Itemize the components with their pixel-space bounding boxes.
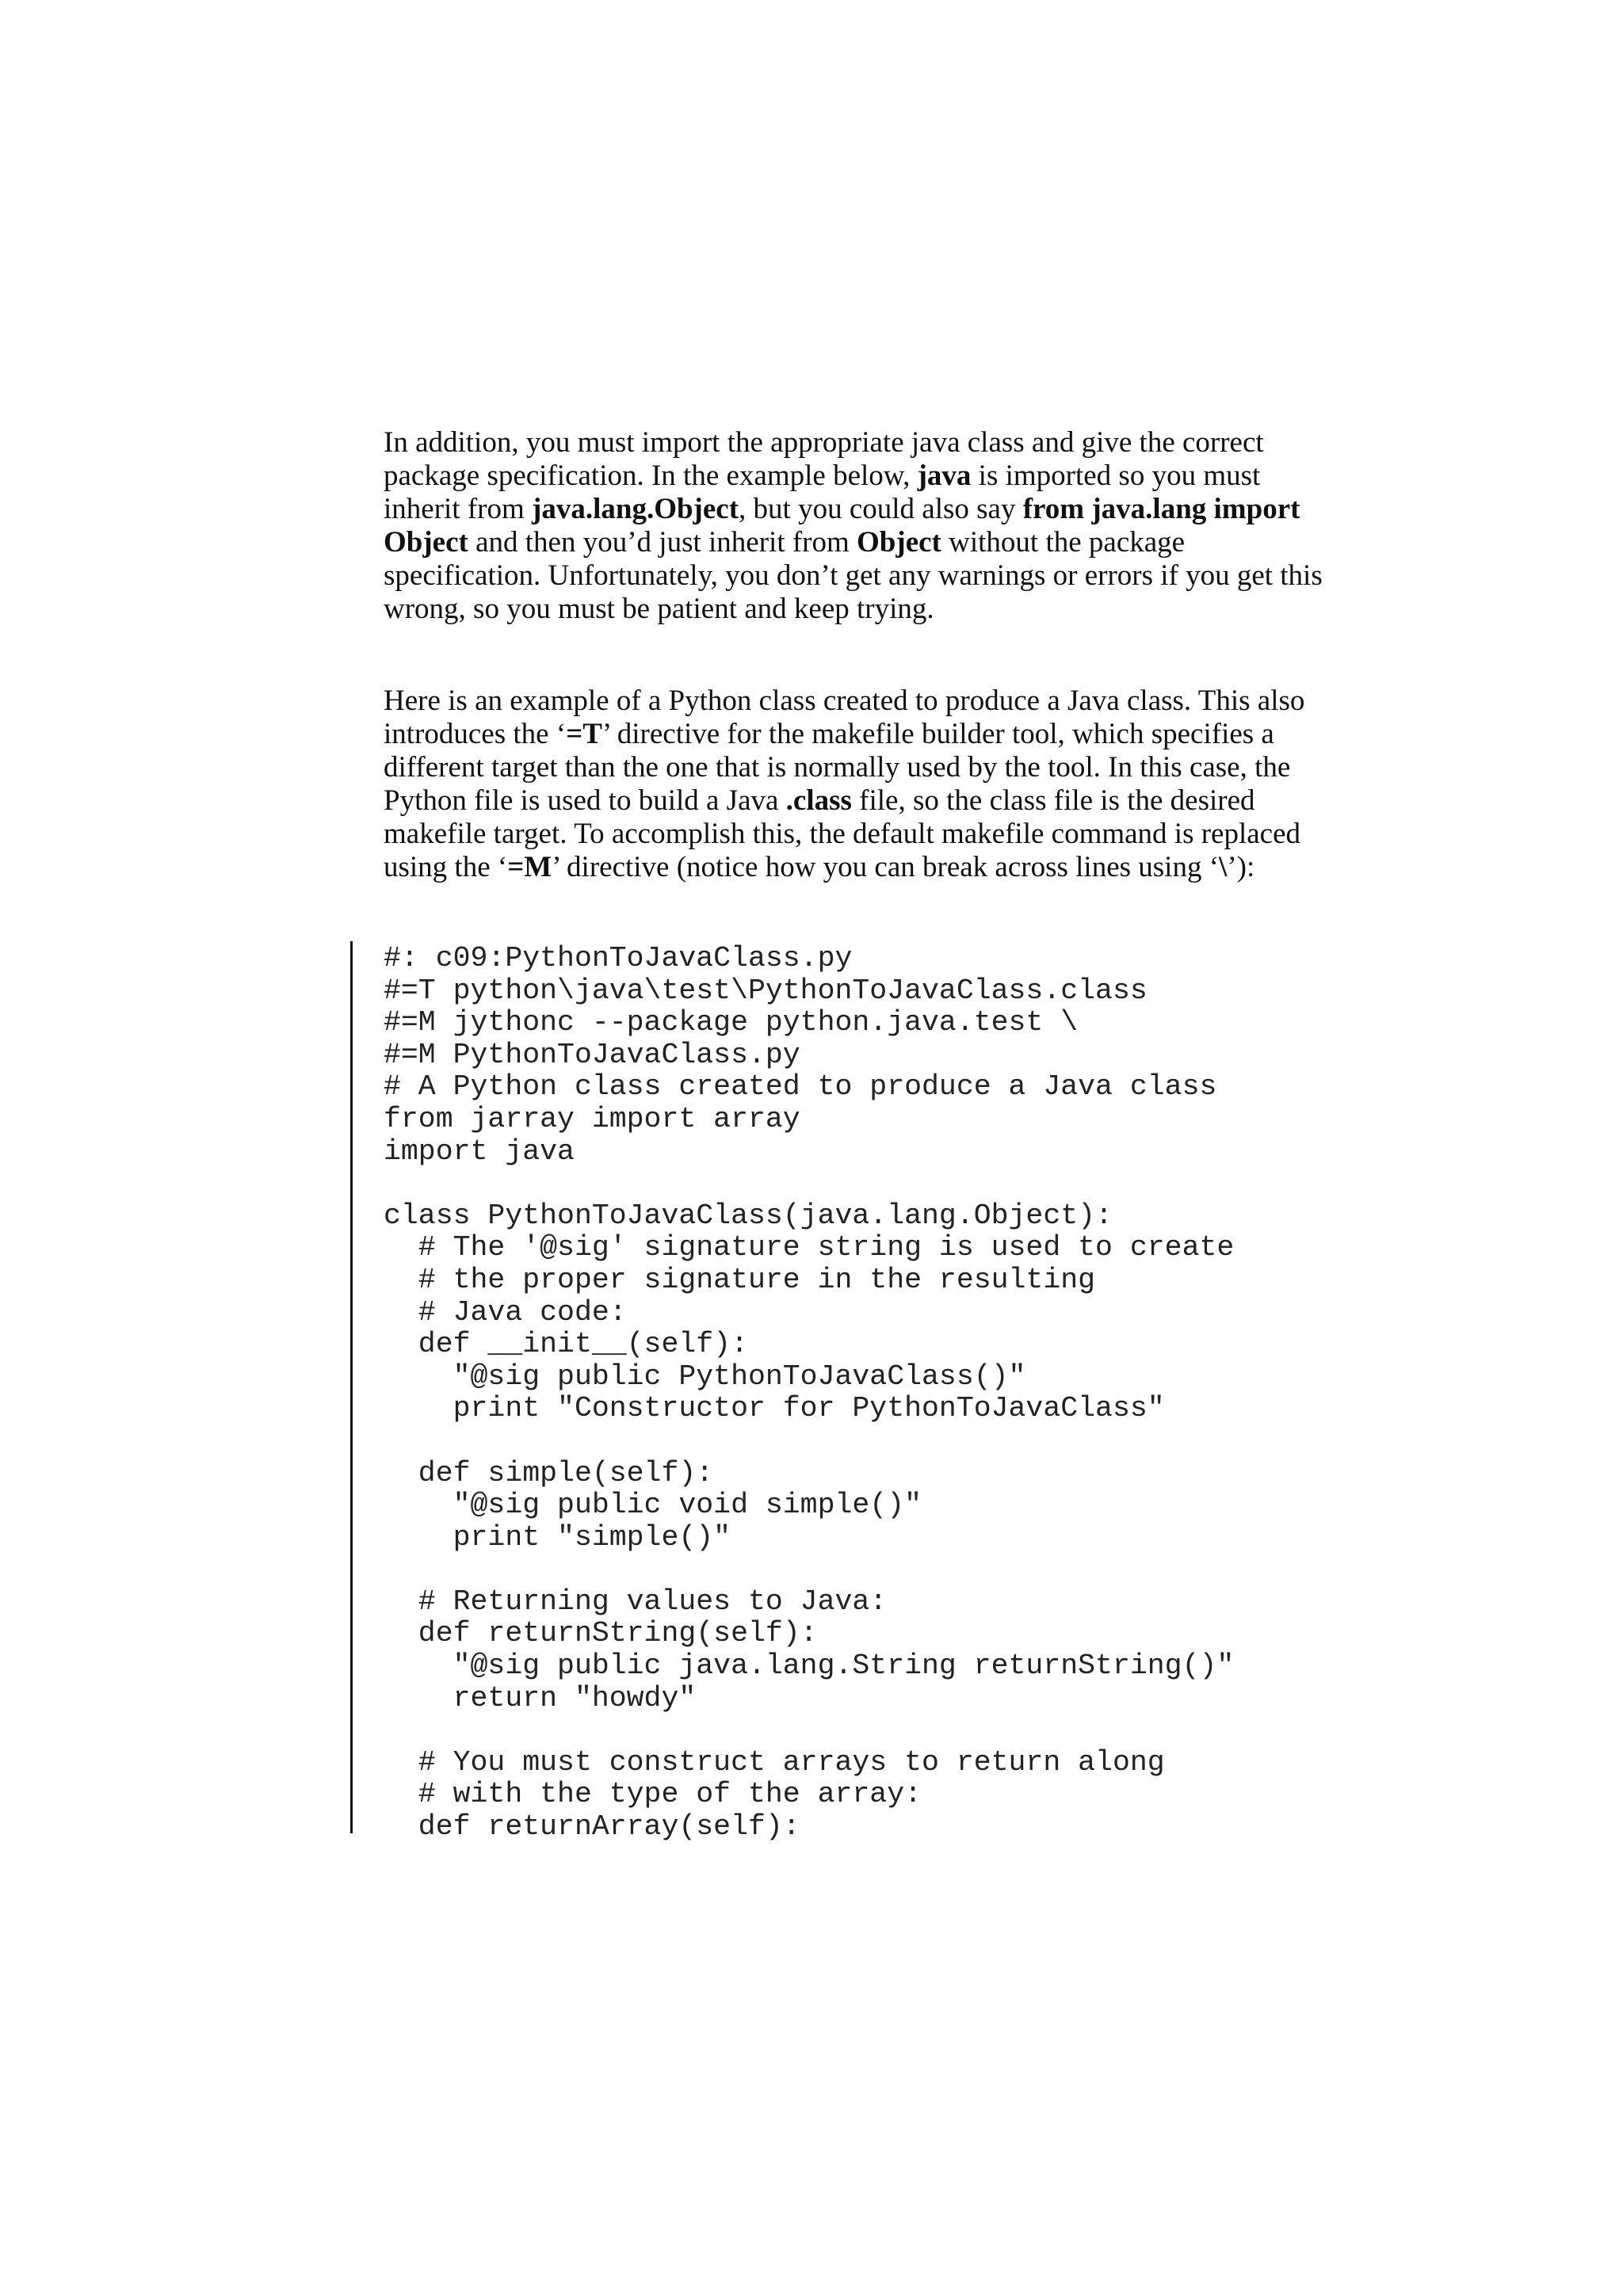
- code-line-blank: [384, 1168, 1234, 1200]
- code-line: "@sig public java.lang.String returnString()": [384, 1650, 1235, 1683]
- paragraph1-bold-java: java: [917, 460, 972, 492]
- paragraph1-bold-object: Object: [857, 526, 941, 559]
- paragraph2-text-1: Here is an example of a Python class created to produce a Java class. This also introduces the ‘: [384, 685, 1305, 750]
- code-line: "@sig public PythonToJavaClass()": [384, 1360, 1026, 1393]
- paragraph2-text-2: ’ directive for the makefile builder tool, which specifies a different target than the one that is normally used by the tool. In this case, the Python file is used to build a Java: [384, 718, 1291, 817]
- paragraph-python-to-java-example: [384, 685, 1335, 884]
- code-line-blank: [384, 1554, 1234, 1586]
- paragraph2-bold-class: .class: [785, 784, 852, 817]
- paragraph1-text-4: and then you’d just inherit from: [468, 526, 857, 559]
- code-line: def returnString(self):: [384, 1617, 818, 1650]
- code-line: #=T python\java\test\PythonToJavaClass.class: [384, 974, 1148, 1007]
- paragraph-import-java-class: [384, 426, 1335, 626]
- code-line: def __init__(self):: [384, 1328, 748, 1361]
- paragraph1-bold-java-lang-object: java.lang.Object: [532, 493, 739, 525]
- code-line: # Returning values to Java:: [384, 1585, 888, 1618]
- code-line: # Java code:: [384, 1295, 627, 1329]
- code-line: import java: [384, 1135, 575, 1168]
- code-line: # with the type of the array:: [384, 1778, 922, 1811]
- code-line: print "Constructor for PythonToJavaClass": [384, 1392, 1165, 1425]
- code-line: #=M PythonToJavaClass.py: [384, 1038, 800, 1071]
- code-line-blank: [384, 1714, 1234, 1747]
- code-line-blank: [384, 1425, 1234, 1458]
- paragraph2-bold-t-directive: =T: [566, 718, 602, 750]
- code-line: def simple(self):: [384, 1456, 714, 1489]
- code-line: from jarray import array: [384, 1102, 800, 1135]
- code-line: #: c09:PythonToJavaClass.py: [384, 942, 853, 974]
- paragraph2-text-5: ’):: [1227, 851, 1255, 883]
- code-line: print "simple()": [384, 1520, 731, 1554]
- code-listing: [384, 943, 1234, 1844]
- code-line: # You must construct arrays to return along: [384, 1745, 1165, 1779]
- paragraph2-text-4: ’ directive (notice how you can break across lines using ‘: [552, 851, 1220, 883]
- code-line: # The '@sig' signature string is used to create: [384, 1231, 1235, 1264]
- code-line: # A Python class created to produce a Java class: [384, 1070, 1217, 1104]
- paragraph2-bold-backslash: \: [1219, 851, 1228, 883]
- paragraph1-text-5: without the package specification. Unfortunately, you don’t get any warnings or errors if you get this wrong, so you must be patient and keep trying.: [384, 526, 1323, 625]
- code-block-left-rule: [350, 941, 353, 1833]
- paragraph1-text-3: , but you could also say: [739, 493, 1023, 525]
- paragraph2-bold-m-directive: =M: [507, 851, 552, 883]
- code-line: # the proper signature in the resulting: [384, 1263, 1096, 1296]
- code-line: #=M jythonc --package python.java.test \: [384, 1006, 1079, 1039]
- paragraph1-text-1: In addition, you must import the appropriate java class and give the correct package specification. In the example below,: [384, 426, 1264, 492]
- paragraph1-bold-from-import: from java.lang import Object: [384, 493, 1300, 559]
- code-line: "@sig public void simple()": [384, 1489, 922, 1522]
- code-line: return "howdy": [384, 1681, 697, 1714]
- paragraph1-text-2: is imported so you must inherit from: [384, 460, 1261, 525]
- code-line: class PythonToJavaClass(java.lang.Object):: [384, 1199, 1113, 1232]
- paragraph2-text-3: file, so the class file is the desired makefile target. To accomplish this, the default makefile command is replaced using the ‘: [384, 784, 1301, 883]
- code-line: def returnArray(self):: [384, 1810, 800, 1844]
